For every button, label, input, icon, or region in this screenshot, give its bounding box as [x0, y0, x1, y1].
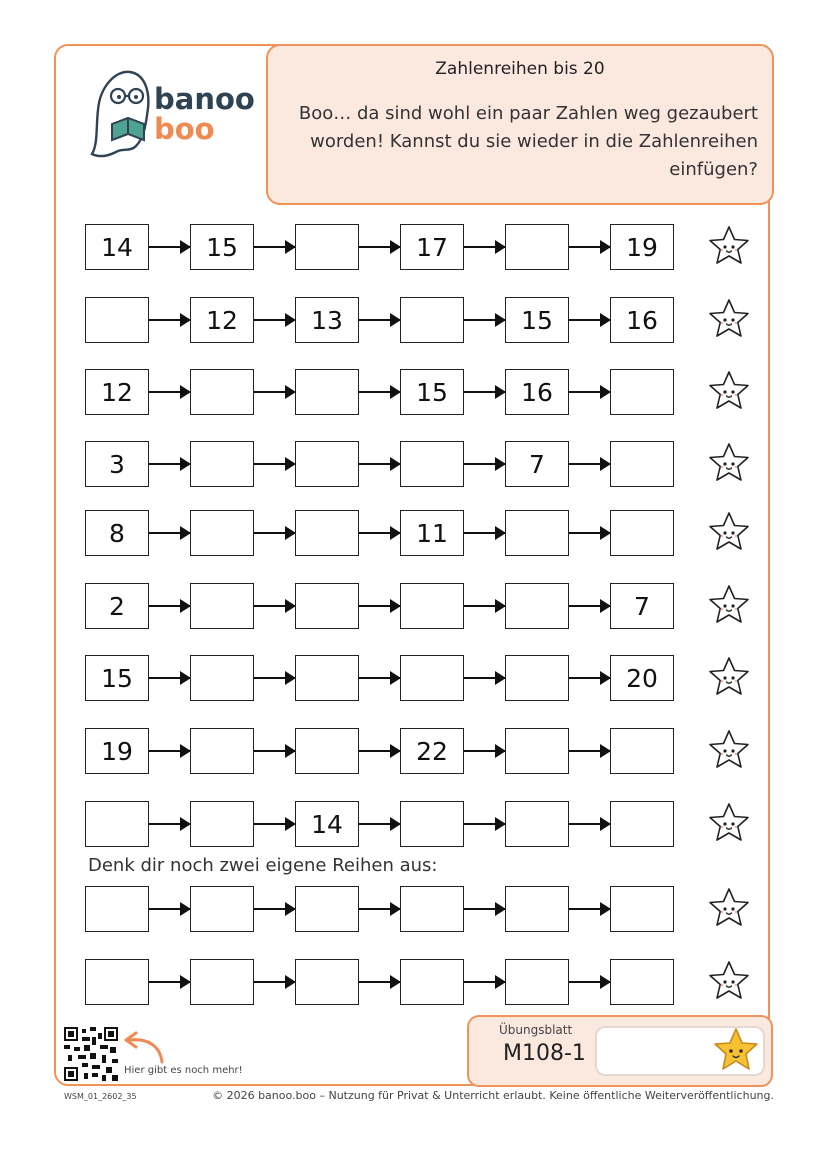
- arrow-icon: [254, 605, 295, 607]
- arrow-icon: [569, 532, 610, 534]
- arrow-icon: [569, 750, 610, 752]
- number-box[interactable]: 14: [295, 801, 359, 847]
- number-box[interactable]: [505, 801, 569, 847]
- arrow-icon: [149, 605, 190, 607]
- arrow-icon: [569, 463, 610, 465]
- number-box[interactable]: 2: [85, 583, 149, 629]
- number-box[interactable]: [400, 801, 464, 847]
- arrow-icon: [254, 391, 295, 393]
- number-box[interactable]: 13: [295, 297, 359, 343]
- number-box[interactable]: [400, 959, 464, 1005]
- number-box[interactable]: [295, 728, 359, 774]
- number-box[interactable]: [85, 959, 149, 1005]
- arrow-icon: [254, 908, 295, 910]
- number-box[interactable]: [505, 224, 569, 270]
- number-row-1: [0, 224, 827, 270]
- number-box[interactable]: [85, 801, 149, 847]
- arrow-icon: [464, 750, 505, 752]
- number-box[interactable]: [190, 583, 254, 629]
- number-box[interactable]: [610, 959, 674, 1005]
- name-field[interactable]: [595, 1026, 765, 1076]
- arrow-icon: [254, 677, 295, 679]
- arrow-icon: [359, 532, 400, 534]
- number-row-5: [0, 510, 827, 556]
- arrow-icon: [149, 246, 190, 248]
- arrow-icon: [464, 908, 505, 910]
- banoo-boo-logo: [78, 66, 258, 162]
- arrow-icon: [569, 605, 610, 607]
- number-box[interactable]: [295, 959, 359, 1005]
- arrow-icon: [359, 981, 400, 983]
- number-box[interactable]: 15: [505, 297, 569, 343]
- arrow-icon: [464, 823, 505, 825]
- number-box[interactable]: [85, 297, 149, 343]
- sheet-code: M108-1: [503, 1041, 586, 1066]
- number-box[interactable]: [400, 583, 464, 629]
- star-icon: [706, 800, 752, 846]
- number-box[interactable]: 19: [85, 728, 149, 774]
- star-icon: [706, 958, 752, 1004]
- number-box[interactable]: [190, 510, 254, 556]
- arrow-icon: [569, 823, 610, 825]
- number-box[interactable]: [190, 441, 254, 487]
- number-row-7: [0, 655, 827, 701]
- number-box[interactable]: 20: [610, 655, 674, 701]
- arrow-icon: [464, 605, 505, 607]
- star-sticker-icon: [711, 1026, 761, 1076]
- number-box[interactable]: [505, 959, 569, 1005]
- number-box[interactable]: 16: [610, 297, 674, 343]
- number-row-9: [0, 801, 827, 847]
- number-box[interactable]: [610, 801, 674, 847]
- number-box[interactable]: 7: [610, 583, 674, 629]
- number-box[interactable]: [610, 441, 674, 487]
- number-box[interactable]: [295, 510, 359, 556]
- number-box[interactable]: 15: [400, 369, 464, 415]
- logo-text-boo: boo: [154, 112, 215, 146]
- arrow-icon: [464, 463, 505, 465]
- number-box[interactable]: [610, 510, 674, 556]
- number-box[interactable]: 8: [85, 510, 149, 556]
- number-box[interactable]: [505, 728, 569, 774]
- arrow-icon: [149, 391, 190, 393]
- number-box[interactable]: [505, 655, 569, 701]
- number-box[interactable]: [190, 369, 254, 415]
- number-box[interactable]: [85, 886, 149, 932]
- number-row-6: [0, 583, 827, 629]
- arrow-icon: [254, 319, 295, 321]
- arrow-icon: [149, 319, 190, 321]
- number-box[interactable]: 15: [85, 655, 149, 701]
- number-box[interactable]: 11: [400, 510, 464, 556]
- number-box[interactable]: 22: [400, 728, 464, 774]
- arrow-icon: [149, 908, 190, 910]
- arrow-icon: [569, 677, 610, 679]
- number-box[interactable]: 7: [505, 441, 569, 487]
- number-box[interactable]: [505, 886, 569, 932]
- arrow-icon: [464, 981, 505, 983]
- page-title: Zahlenreihen bis 20: [435, 59, 605, 79]
- number-box[interactable]: 16: [505, 369, 569, 415]
- number-box[interactable]: [295, 369, 359, 415]
- arrow-icon: [464, 677, 505, 679]
- star-icon: [706, 509, 752, 555]
- arrow-icon: [149, 750, 190, 752]
- header-box: [266, 44, 774, 205]
- number-box[interactable]: 12: [85, 369, 149, 415]
- arrow-icon: [569, 246, 610, 248]
- number-box[interactable]: 14: [85, 224, 149, 270]
- curved-arrow-icon: [120, 1030, 170, 1066]
- number-box[interactable]: [400, 441, 464, 487]
- arrow-icon: [464, 319, 505, 321]
- arrow-icon: [359, 908, 400, 910]
- qr-label: Hier gibt es noch mehr!: [124, 1065, 243, 1076]
- sheet-info-box: [467, 1015, 773, 1087]
- arrow-icon: [359, 319, 400, 321]
- arrow-icon: [149, 463, 190, 465]
- arrow-icon: [464, 532, 505, 534]
- custom-row-2: [0, 959, 827, 1005]
- arrow-icon: [359, 463, 400, 465]
- arrow-icon: [359, 605, 400, 607]
- number-box[interactable]: [610, 886, 674, 932]
- ghost-logo-icon: [78, 66, 154, 162]
- arrow-icon: [254, 981, 295, 983]
- number-box[interactable]: [190, 886, 254, 932]
- number-box[interactable]: [295, 655, 359, 701]
- star-icon: [706, 727, 752, 773]
- star-icon: [706, 654, 752, 700]
- number-row-2: [0, 297, 827, 343]
- arrow-icon: [254, 823, 295, 825]
- sheet-label: Übungsblatt: [499, 1023, 573, 1037]
- logo-text-banoo: banoo: [154, 82, 255, 116]
- number-box[interactable]: [610, 728, 674, 774]
- document-id: WSM_01_2602_35: [64, 1092, 137, 1101]
- number-box[interactable]: [295, 441, 359, 487]
- star-icon: [706, 440, 752, 486]
- arrow-icon: [359, 750, 400, 752]
- number-box[interactable]: 17: [400, 224, 464, 270]
- star-icon: [706, 296, 752, 342]
- number-box[interactable]: 12: [190, 297, 254, 343]
- arrow-icon: [359, 246, 400, 248]
- arrow-icon: [569, 908, 610, 910]
- arrow-icon: [464, 246, 505, 248]
- arrow-icon: [359, 391, 400, 393]
- number-box[interactable]: [610, 369, 674, 415]
- number-box[interactable]: [295, 886, 359, 932]
- arrow-icon: [359, 677, 400, 679]
- arrow-icon: [149, 823, 190, 825]
- arrow-icon: [254, 532, 295, 534]
- number-box[interactable]: [505, 583, 569, 629]
- arrow-icon: [569, 391, 610, 393]
- custom-rows-label: Denk dir noch zwei eigene Reihen aus:: [88, 855, 438, 876]
- arrow-icon: [149, 532, 190, 534]
- arrow-icon: [569, 319, 610, 321]
- arrow-icon: [464, 391, 505, 393]
- star-icon: [706, 582, 752, 628]
- number-row-4: [0, 441, 827, 487]
- number-box[interactable]: [190, 728, 254, 774]
- number-box[interactable]: [295, 583, 359, 629]
- number-box[interactable]: [190, 801, 254, 847]
- star-icon: [706, 368, 752, 414]
- instruction-text: Boo… da sind wohl ein paar Zahlen weg gezaubert worden! Kannst du sie wieder in die Zahlenreihen einfügen?: [298, 103, 758, 180]
- number-box[interactable]: [505, 510, 569, 556]
- number-box[interactable]: [400, 297, 464, 343]
- custom-row-1: [0, 886, 827, 932]
- arrow-icon: [149, 677, 190, 679]
- number-box[interactable]: [400, 655, 464, 701]
- number-box[interactable]: 19: [610, 224, 674, 270]
- number-box[interactable]: [295, 224, 359, 270]
- number-row-3: [0, 369, 827, 415]
- arrow-icon: [254, 463, 295, 465]
- number-box[interactable]: 3: [85, 441, 149, 487]
- arrow-icon: [149, 981, 190, 983]
- star-icon: [706, 223, 752, 269]
- number-box[interactable]: [190, 959, 254, 1005]
- number-box[interactable]: 15: [190, 224, 254, 270]
- number-box[interactable]: [190, 655, 254, 701]
- arrow-icon: [359, 823, 400, 825]
- arrow-icon: [569, 981, 610, 983]
- arrow-icon: [254, 750, 295, 752]
- arrow-icon: [254, 246, 295, 248]
- qr-code[interactable]: [64, 1027, 118, 1081]
- star-icon: [706, 885, 752, 931]
- copyright-notice: © 2026 banoo.boo – Nutzung für Privat & Unterricht erlaubt. Keine öffentliche Weiterveröffentlichung.: [212, 1089, 774, 1102]
- number-box[interactable]: [400, 886, 464, 932]
- number-row-8: [0, 728, 827, 774]
